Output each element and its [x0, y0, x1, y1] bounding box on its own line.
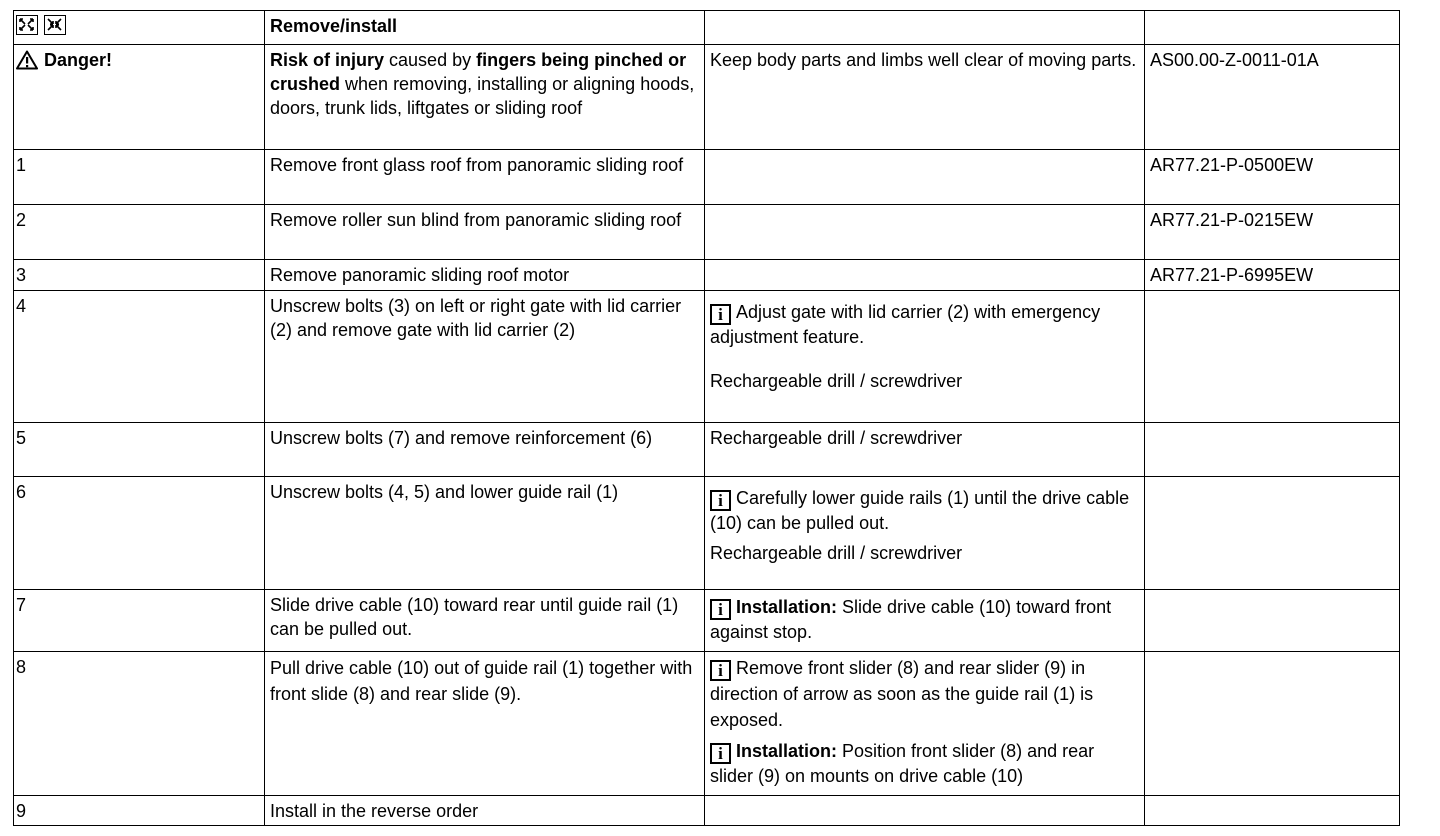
step-row-7	[14, 590, 1400, 652]
step-note-cell	[705, 652, 1145, 796]
step-note-2: Position front slider (8) and rear slider (9) on mounts on drive cable (10)	[710, 741, 1095, 786]
step-row-4	[14, 291, 1400, 423]
step-number: 1	[14, 150, 265, 205]
step-ref-empty	[1145, 477, 1400, 590]
danger-description	[265, 45, 705, 150]
tool-link[interactable]: Rechargeable drill / screwdriver	[710, 543, 963, 563]
danger-ref-link[interactable]: AS00.00-Z-0011-01A	[1145, 45, 1400, 150]
header-title: Remove/install	[265, 11, 705, 45]
step-note-cell	[705, 590, 1145, 652]
step-ref-empty	[1145, 291, 1400, 423]
danger-row	[14, 45, 1400, 150]
step-ref-empty	[1145, 423, 1400, 477]
step-text: Unscrew bolts (7) and remove reinforcement (6)	[265, 423, 705, 477]
procedure-table	[13, 10, 1400, 826]
step-text: Remove roller sun blind from panoramic sliding roof	[265, 205, 705, 260]
info-icon: i	[710, 743, 731, 764]
step-note: Adjust gate with lid carrier (2) with emergency adjustment feature.	[710, 302, 1101, 347]
info-icon: i	[710, 660, 731, 681]
step-text: Unscrew bolts (3) on left or right gate with lid carrier (2) and remove gate with lid carrier (2)	[265, 291, 705, 423]
step-text: Pull drive cable (10) out of guide rail (1) together with front slide (8) and rear slide (9).	[265, 652, 705, 796]
info-icon: i	[710, 304, 731, 325]
step-ref-empty	[1145, 590, 1400, 652]
step-note: Slide drive cable (10) toward front against stop.	[710, 597, 1112, 642]
step-text: Unscrew bolts (4, 5) and lower guide rail (1)	[265, 477, 705, 590]
info-icon: i	[710, 490, 731, 511]
warning-triangle-icon	[16, 50, 38, 70]
step-note-empty	[705, 260, 1145, 291]
step-number: 6	[14, 477, 265, 590]
danger-label: Danger!	[44, 50, 113, 70]
step-row-3	[14, 260, 1400, 291]
step-ref-link[interactable]: AR77.21-P-6995EW	[1145, 260, 1400, 291]
header-icons-cell	[14, 11, 265, 45]
step-number: 4	[14, 291, 265, 423]
step-number: 2	[14, 205, 265, 260]
danger-label-cell	[14, 45, 265, 150]
step-row-9	[14, 796, 1400, 826]
expand-icon[interactable]	[16, 15, 38, 35]
step-number: 9	[14, 796, 265, 826]
step-note-cell	[705, 477, 1145, 590]
step-ref-empty	[1145, 796, 1400, 826]
step-note-empty	[705, 205, 1145, 260]
step-ref-empty	[1145, 652, 1400, 796]
danger-text-1: caused by	[384, 50, 477, 70]
step-row-6	[14, 477, 1400, 590]
step-row-2	[14, 205, 1400, 260]
step-row-8	[14, 652, 1400, 796]
danger-bold-1: Risk of injury	[270, 50, 385, 70]
step-row-5	[14, 423, 1400, 477]
step-text: Slide drive cable (10) toward rear until guide rail (1) can be pulled out.	[265, 590, 705, 652]
step-note-empty	[705, 796, 1145, 826]
collapse-icon[interactable]	[44, 15, 66, 35]
step-number: 3	[14, 260, 265, 291]
step-number: 7	[14, 590, 265, 652]
header-empty-4	[1145, 11, 1400, 45]
table-header-row	[14, 11, 1400, 45]
danger-text-2: when removing, installing or aligning hoods, doors, trunk lids, liftgates or sliding roof	[270, 74, 695, 118]
info-icon: i	[710, 599, 731, 620]
step-row-1	[14, 150, 1400, 205]
step-note-empty	[705, 150, 1145, 205]
danger-action: Keep body parts and limbs well clear of moving parts.	[705, 45, 1145, 150]
step-note-cell	[705, 291, 1145, 423]
tool-link[interactable]: Rechargeable drill / screwdriver	[705, 423, 1145, 477]
step-text: Remove panoramic sliding roof motor	[265, 260, 705, 291]
step-text: Install in the reverse order	[265, 796, 705, 826]
step-number: 8	[14, 652, 265, 796]
step-text: Remove front glass roof from panoramic sliding roof	[265, 150, 705, 205]
step-number: 5	[14, 423, 265, 477]
danger-bold-2: fingers being pinched or crushed	[270, 50, 687, 94]
step-ref-link[interactable]: AR77.21-P-0215EW	[1145, 205, 1400, 260]
tool-link[interactable]: Rechargeable drill / screwdriver	[710, 371, 963, 391]
installation-label: Installation:	[736, 597, 838, 617]
header-empty-3	[705, 11, 1145, 45]
step-note: Carefully lower guide rails (1) until the drive cable (10) can be pulled out.	[710, 488, 1130, 533]
installation-label: Installation:	[736, 741, 838, 761]
step-ref-link[interactable]: AR77.21-P-0500EW	[1145, 150, 1400, 205]
step-note: Remove front slider (8) and rear slider (9) in direction of arrow as soon as the guide rail (1) is exposed.	[710, 658, 1094, 730]
